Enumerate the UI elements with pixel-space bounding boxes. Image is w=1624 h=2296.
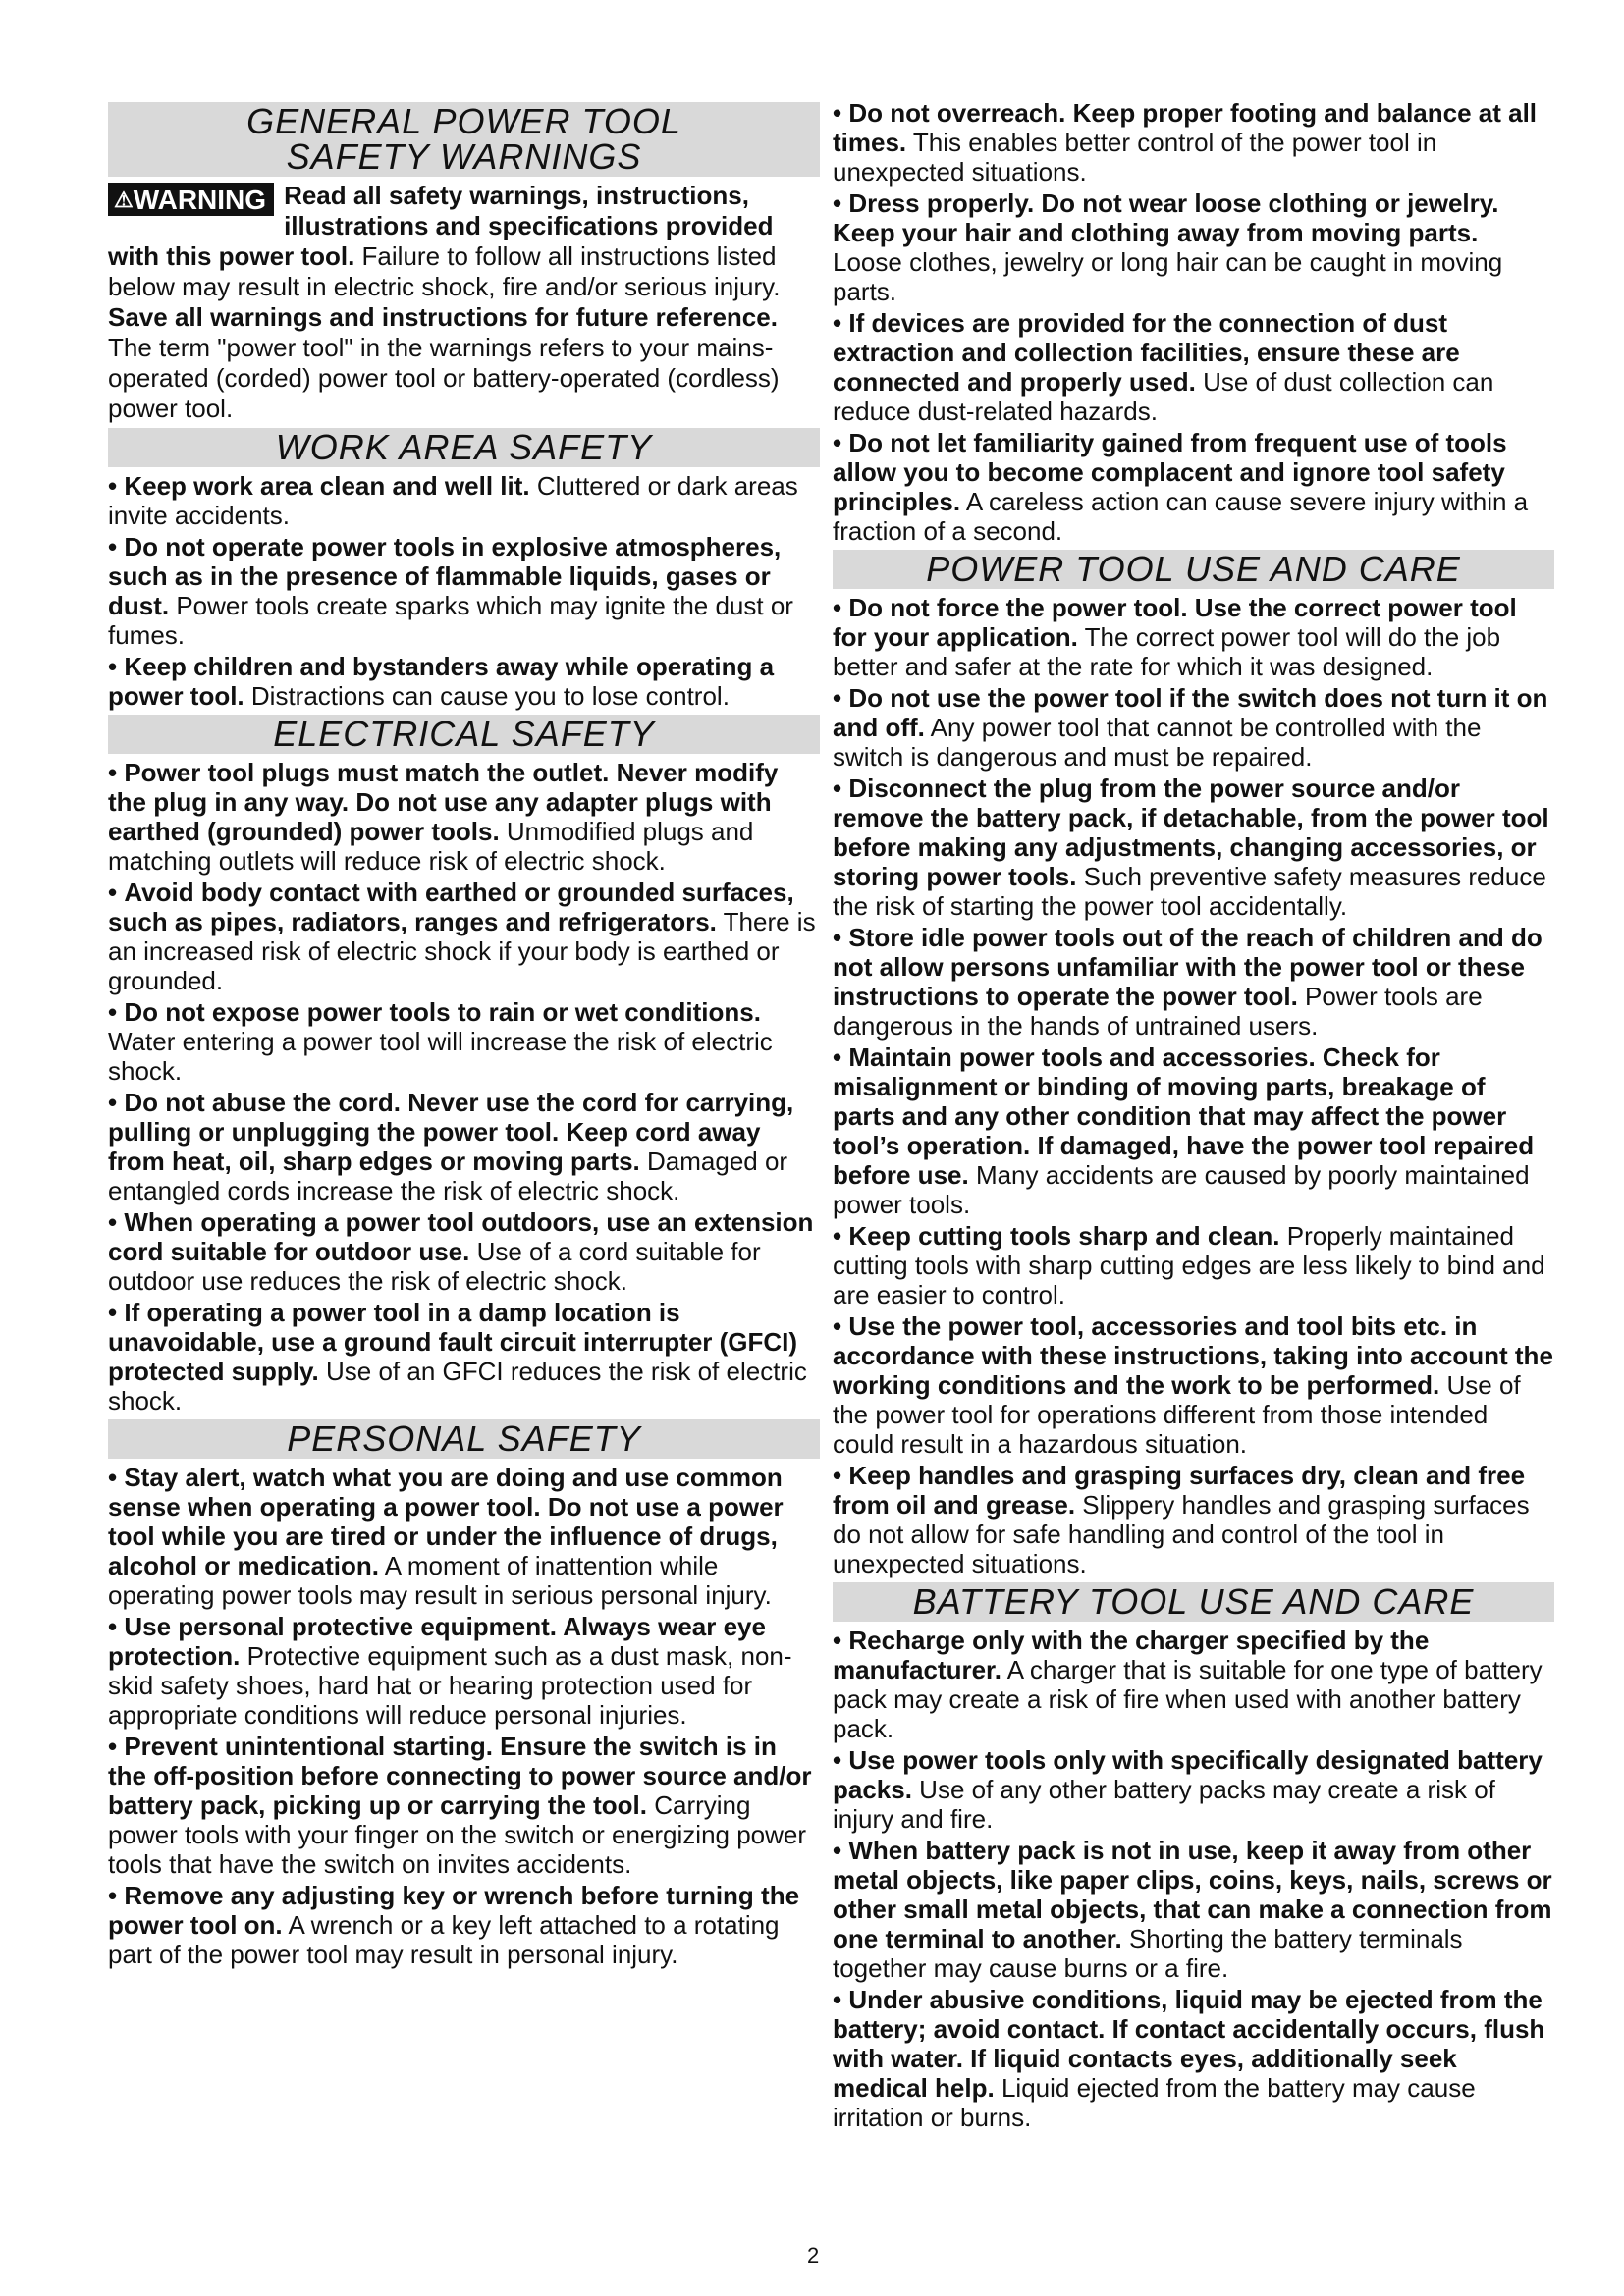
item-bold-text: Keep handles and grasping surfaces dry, clean and free from oil and grease. [833,1461,1526,1520]
list-item [108,758,820,876]
item-text: The correct power tool will do the job better and safer at the rate for which it was designed. [833,622,1501,681]
bullet-icon: • [108,1298,118,1327]
list-item [108,1298,820,1415]
battery-tool-header: BATTERY TOOL USE AND CARE [833,1582,1554,1622]
bullet-icon: • [833,428,842,457]
item-bold-text: Keep work area clean and well lit. [124,471,530,501]
item-text: Any power tool that cannot be controlled with the switch is dangerous and must be repaired. [833,713,1482,772]
personal-list [108,1463,820,1969]
intro-text-2: The term "power tool" in the warnings refers to your mains-operated (corded) power tool or battery-operated (cordless) power tool. [108,333,780,423]
bullet-icon: • [108,878,118,907]
item-bold-text: When operating a power tool outdoors, use an extension cord suitable for outdoor use. [108,1207,814,1266]
general-safety-header [108,102,820,177]
bullet-icon: • [833,188,842,218]
bullet-icon: • [833,1985,842,2014]
item-bold-text: Use personal protective equipment. Always wear eye protection. [108,1612,766,1671]
bullet-icon: • [833,593,842,622]
electrical-list [108,758,820,1415]
list-item [108,471,820,530]
item-bold-text: Recharge only with the charger specified by the manufacturer. [833,1626,1430,1684]
battery-tool-list [833,1626,1554,2132]
list-item [833,1042,1554,1219]
bullet-icon: • [108,1612,118,1641]
item-bold-text: Stay alert, watch what you are doing and use common sense when operating a power tool. Do not use a power tool while you are tired or under the influence of drugs, alcohol or medication. [108,1463,784,1580]
bullet-icon: • [108,997,118,1027]
list-item [833,428,1554,546]
right-column [833,98,1554,2134]
item-text: A charger that is suitable for one type of battery pack may create a risk of fire when used with another battery pack. [833,1655,1543,1743]
warning-badge [108,183,274,216]
item-bold-text: If devices are provided for the connection of dust extraction and collection facilities, ensure these are connected and properly used. [833,308,1460,397]
list-item [833,1985,1554,2132]
list-item [833,1836,1554,1983]
bullet-icon: • [833,98,842,128]
item-bold-text: Do not abuse the cord. Never use the cord for carrying, pulling or unplugging the power tool. Keep cord away from heat, oil, sharp edges or moving parts. [108,1088,794,1176]
list-item [108,1088,820,1205]
item-bold-text: Maintain power tools and accessories. Check for misalignment or binding of moving parts, breakage of parts and any other condition that may affect the power tool’s operation. If damaged, have the power tool repaired before use. [833,1042,1535,1190]
bullet-icon: • [108,1463,118,1492]
list-item [108,1612,820,1730]
item-text: Damaged or entangled cords increase the risk of electric shock. [108,1147,788,1205]
work-area-header: WORK AREA SAFETY [108,428,820,467]
item-text: Slippery handles and grasping surfaces do not allow for safe handling and control of the tool in unexpected situations. [833,1490,1530,1578]
item-text: A moment of inattention while operating power tools may result in serious personal injury. [108,1551,772,1610]
bullet-icon: • [833,1042,842,1072]
item-bold-text: Do not force the power tool. Use the correct power tool for your application. [833,593,1517,652]
bullet-icon: • [833,683,842,713]
warning-label: WARNING [133,185,267,215]
item-bold-text: Power tool plugs must match the outlet. Never modify the plug in any way. Do not use any adapter plugs with earthed (grounded) power tools. [108,758,779,846]
list-item [833,683,1554,772]
personal-list-continued [833,98,1554,546]
item-bold-text: Prevent unintentional starting. Ensure the switch is in the off-position before connecting to power source and/or battery pack, picking up or carrying the tool. [108,1732,812,1820]
item-text: Use of an GFCI reduces the risk of electric shock. [108,1357,807,1415]
list-item [108,878,820,995]
item-text: A careless action can cause severe injury within a fraction of a second. [833,487,1529,546]
bullet-icon: • [108,1881,118,1910]
list-item [833,774,1554,921]
bullet-icon: • [833,1461,842,1490]
list-item [108,1881,820,1969]
list-item [833,98,1554,187]
warning-triangle-icon: ⚠ [114,187,134,212]
item-bold-text: Disconnect the plug from the power source and/or remove the battery pack, if detachable, from the power tool before making any adjustments, changing accessories, or storing power tools. [833,774,1549,891]
bullet-icon: • [833,1311,842,1341]
item-bold-text: When battery pack is not in use, keep it away from other metal objects, like paper clips, coins, keys, nails, screws or other small metal objects, that can make a connection from one terminal to another. [833,1836,1552,1953]
item-text: A wrench or a key left attached to a rotating part of the power tool may result in personal injury. [108,1910,780,1969]
item-text: Shorting the battery terminals together may cause burns or a fire. [833,1924,1463,1983]
item-bold-text: Keep children and bystanders away while operating a power tool. [108,652,775,711]
list-item [833,593,1554,681]
list-item [833,188,1554,306]
bullet-icon: • [108,758,118,787]
list-item [108,997,820,1086]
intro-bold-1: Read all safety warnings, instructions, illustrations and specifications provided with this power tool. [108,181,774,271]
work-area-list [108,471,820,711]
left-column [108,98,820,1971]
item-text: Distractions can cause you to lose control. [244,681,730,711]
list-item [108,652,820,711]
item-bold-text: Do not overreach. Keep proper footing and balance at all times. [833,98,1538,157]
bullet-icon: • [108,1088,118,1117]
electrical-header: ELECTRICAL SAFETY [108,715,820,754]
item-bold-text: Do not expose power tools to rain or wet conditions. [124,997,761,1027]
list-item [108,1207,820,1296]
bullet-icon: • [108,471,118,501]
general-title-line2: SAFETY WARNINGS [286,136,642,177]
item-text: Power tools create sparks which may ignite the dust or fumes. [108,591,793,650]
item-bold-text: Dress properly. Do not wear loose clothing or jewelry. Keep your hair and clothing away from moving parts. [833,188,1499,247]
bullet-icon: • [108,532,118,561]
bullet-icon: • [833,774,842,803]
power-tool-list [833,593,1554,1578]
item-text: Cluttered or dark areas invite accidents. [108,471,798,530]
item-bold-text: If operating a power tool in a damp location is unavoidable, use a ground fault circuit interrupter (GFCI) protected supply. [108,1298,798,1386]
item-bold-text: Store idle power tools out of the reach of children and do not allow persons unfamiliar with the power tool or these instructions to operate the power tool. [833,923,1543,1011]
bullet-icon: • [833,1221,842,1251]
item-text: Liquid ejected from the battery may cause irritation or burns. [833,2073,1476,2132]
power-tool-header: POWER TOOL USE AND CARE [833,550,1554,589]
list-item [833,1221,1554,1309]
bullet-icon: • [108,1207,118,1237]
item-text: Use of dust collection can reduce dust-related hazards. [833,367,1494,426]
bullet-icon: • [108,652,118,681]
list-item [108,1463,820,1610]
page-number: 2 [807,2243,820,2268]
item-bold-text: Use the power tool, accessories and tool bits etc. in accordance with these instructions, taking into account the working conditions and the work to be performed. [833,1311,1553,1400]
intro-bold-2: Save all warnings and instructions for future reference. [108,302,778,332]
list-item [833,923,1554,1041]
item-text: Properly maintained cutting tools with sharp cutting edges are less likely to bind and are easier to control. [833,1221,1545,1309]
item-text: Many accidents are caused by poorly maintained power tools. [833,1160,1530,1219]
item-bold-text: Do not use the power tool if the switch does not turn it on and off. [833,683,1548,742]
item-bold-text: Do not operate power tools in explosive atmospheres, such as in the presence of flammable liquids, gases or dust. [108,532,782,620]
bullet-icon: • [833,1745,842,1775]
bullet-icon: • [833,1836,842,1865]
item-text: This enables better control of the power tool in unexpected situations. [833,128,1437,187]
item-text: Use of the power tool for operations different from those intended could result in a hazardous situation. [833,1370,1521,1459]
bullet-icon: • [833,1626,842,1655]
list-item [833,1461,1554,1578]
list-item [833,1626,1554,1743]
list-item [108,532,820,650]
item-bold-text: Avoid body contact with earthed or grounded surfaces, such as pipes, radiators, ranges and refrigerators. [108,878,794,936]
item-text: There is an increased risk of electric shock if your body is earthed or grounded. [108,907,816,995]
list-item [833,308,1554,426]
list-item [833,1311,1554,1459]
item-bold-text: Keep cutting tools sharp and clean. [848,1221,1280,1251]
bullet-icon: • [833,923,842,952]
item-text: Protective equipment such as a dust mask, non-skid safety shoes, hard hat or hearing protection used for appropriate conditions will reduce personal injuries. [108,1641,792,1730]
item-text: Carrying power tools with your finger on the switch or energizing power tools that have the switch on invites accidents. [108,1790,807,1879]
item-text: Use of any other battery packs may create a risk of injury and fire. [833,1775,1495,1834]
item-bold-text: Under abusive conditions, liquid may be ejected from the battery; avoid contact. If contact accidentally occurs, flush with water. If liquid contacts eyes, additionally seek medical help. [833,1985,1545,2103]
item-text: Use of a cord suitable for outdoor use reduces the risk of electric shock. [108,1237,761,1296]
list-item [108,1732,820,1879]
item-text: Water entering a power tool will increase the risk of electric shock. [108,1027,773,1086]
item-text: Power tools are dangerous in the hands of untrained users. [833,982,1483,1041]
intro-text-1: Failure to follow all instructions listed below may result in electric shock, fire and/or serious injury. [108,241,781,301]
general-intro [108,181,820,424]
item-bold-text: Remove any adjusting key or wrench before turning the power tool on. [108,1881,800,1940]
bullet-icon: • [108,1732,118,1761]
item-text: Unmodified plugs and matching outlets will reduce risk of electric shock. [108,817,754,876]
item-bold-text: Do not let familiarity gained from frequent use of tools allow you to become complacent and ignore tool safety principles. [833,428,1507,516]
general-title-line1: GENERAL POWER TOOL [246,101,681,141]
item-text: Such preventive safety measures reduce the risk of starting the power tool accidentally. [833,862,1546,921]
item-bold-text: Use power tools only with specifically designated battery packs. [833,1745,1543,1804]
personal-header: PERSONAL SAFETY [108,1419,820,1459]
bullet-icon: • [833,308,842,338]
list-item [833,1745,1554,1834]
item-text: Loose clothes, jewelry or long hair can be caught in moving parts. [833,247,1503,306]
